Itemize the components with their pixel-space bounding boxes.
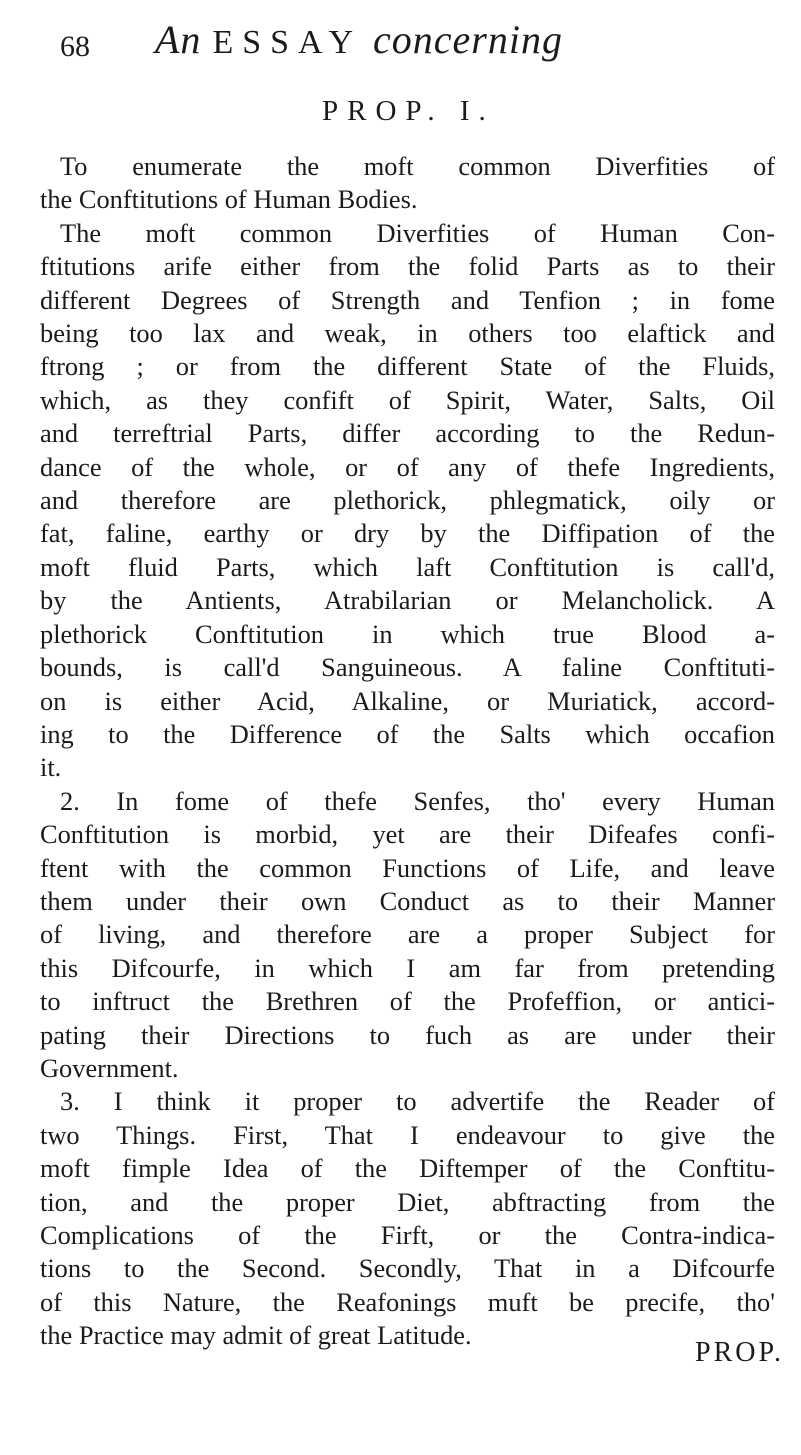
text-line: pating their Directions to fuch as are under their [40, 1019, 775, 1050]
text-line: dance of the whole, or of any of thefe Ingredients, [40, 451, 775, 482]
text-line: on is either Acid, Alkaline, or Muriatick, accord- [40, 685, 775, 716]
text-line: 2. In fome of thefe Senfes, tho' every Human [60, 785, 775, 816]
text-line: which, as they confift of Spirit, Water, Salts, Oil [40, 384, 775, 415]
text-line: and terreftrial Parts, differ according to the Redun- [40, 418, 775, 449]
text-line: moft fimple Idea of the Diftemper of the Conftitu- [40, 1153, 775, 1184]
text-line: ftent with the common Functions of Life, and leave [40, 852, 775, 883]
text-line: bounds, is call'd Sanguineous. A faline Conftituti- [40, 652, 775, 683]
text-line: tions to the Second. Secondly, That in a Difcourfe [40, 1253, 775, 1284]
text-line: ing to the Difference of the Salts which occafion [40, 718, 775, 749]
text-line: Complications of the Firft, or the Contra-indica- [40, 1220, 775, 1250]
text-line: fat, faline, earthy or dry by the Diffipation of the [40, 518, 775, 549]
text-line: ftitutions arife either from the folid Parts as to their [40, 251, 775, 282]
text-line: moft fluid Parts, which laft Conftitution is call'd, [40, 551, 775, 582]
text-line: this Difcourfe, in which I am far from pretending [40, 952, 775, 983]
running-title [155, 16, 563, 63]
text-line: being too lax and weak, in others too elaftick and [40, 318, 775, 349]
running-title-pre: An [155, 17, 202, 62]
text-line: of this Nature, the Reafonings muft be precife, tho' [40, 1286, 775, 1317]
body-text [40, 150, 775, 1353]
text-line: it. [40, 752, 62, 783]
text-line: Government. [40, 1052, 179, 1083]
page-number: 68 [60, 30, 90, 63]
text-line: of living, and therefore are a proper Subject for [40, 919, 775, 950]
text-line: different Degrees of Strength and Tenfion ; in fome [40, 284, 775, 315]
text-line: plethorick Conftitution in which true Blood a- [40, 618, 775, 649]
text-line: and therefore are plethorick, phlegmatick, oily or [40, 485, 775, 516]
running-title-caps: ESSAY [212, 24, 363, 61]
text-line: to inftruct the Brethren of the Profeffion, or antici- [40, 986, 775, 1017]
text-line: tion, and the proper Diet, abftracting from the [40, 1186, 775, 1217]
text-line: Conftitution is morbid, yet are their Difeafes confi- [40, 819, 775, 850]
text-line: ftrong ; or from the different State of the Fluids, [40, 351, 775, 382]
text-line: the Conftitutions of Human Bodies. [40, 184, 418, 215]
text-line: To enumerate the moft common Diverfities of [60, 151, 775, 181]
running-title-post: concerning [373, 17, 563, 62]
text-line: by the Antients, Atrabilarian or Melancholick. A [40, 585, 775, 616]
running-header [60, 12, 660, 72]
text-line: The moft common Diverfities of Human Con- [60, 217, 775, 248]
text-line: them under their own Conduct as to their Manner [40, 885, 775, 916]
text-line: 3. I think it proper to advertife the Reader of [60, 1086, 775, 1117]
text-line: the Practice may admit of great Latitude. [40, 1320, 472, 1351]
text-line: two Things. First, That I endeavour to give the [40, 1119, 775, 1150]
proposition-heading: PROP. I. [322, 95, 495, 127]
catchword: PROP. [695, 1337, 784, 1368]
